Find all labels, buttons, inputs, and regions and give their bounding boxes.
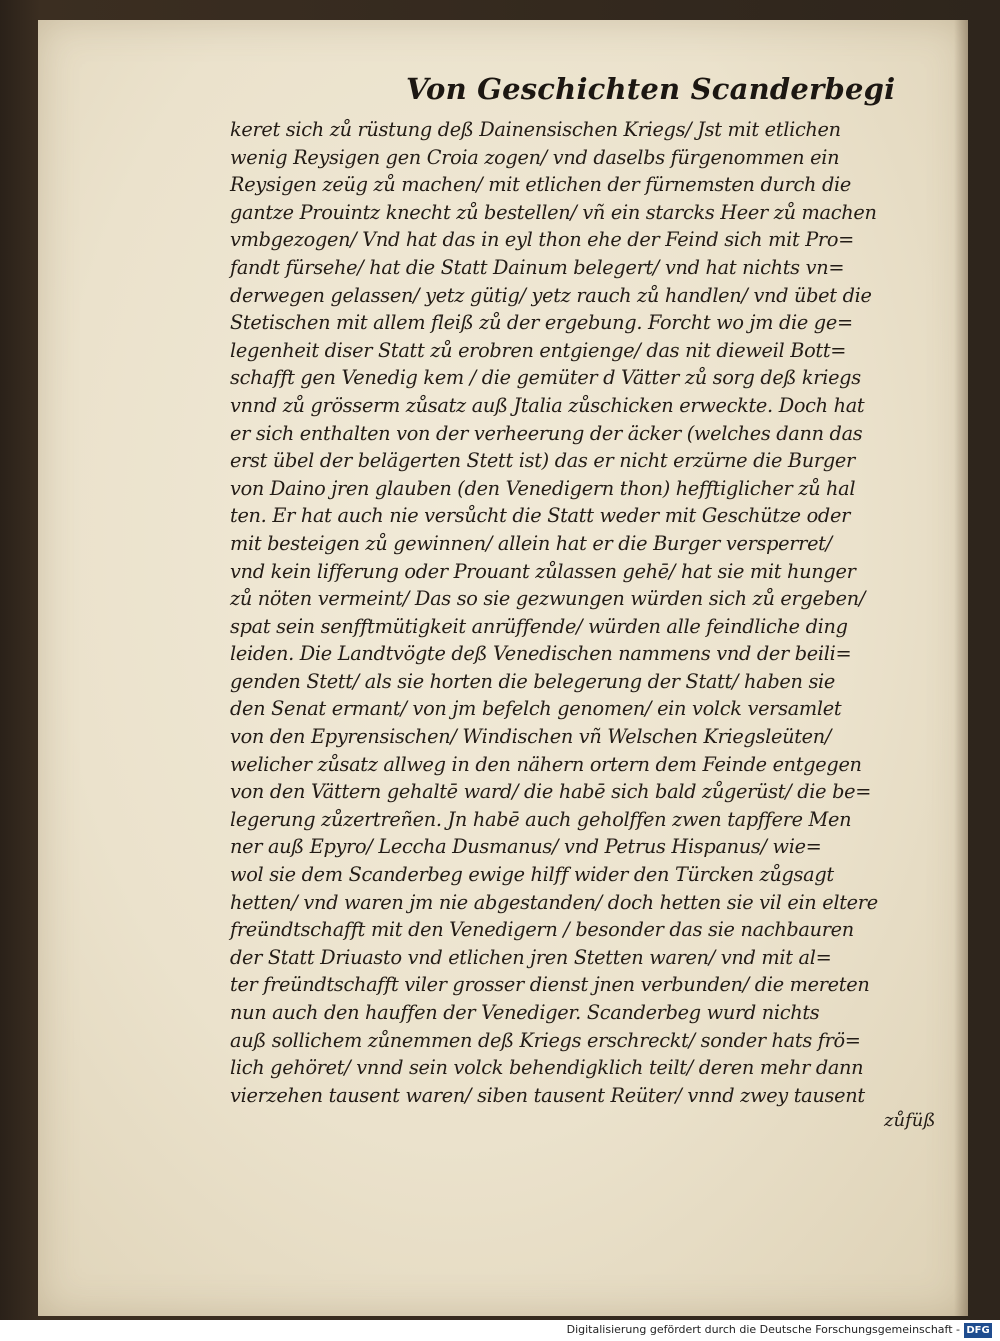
text-line: leiden. Die Landtvögte deß Venedischen nammens vnd der beili= xyxy=(230,642,852,666)
text-line: hetten/ vnd waren jm nie abgestanden/ doch hetten sie vil ein eltere xyxy=(230,890,878,914)
text-line: vmbgezogen/ Vnd hat das in eyl thon ehe der Feind sich mit Pro= xyxy=(230,228,854,252)
text-line: von den Epyrensischen/ Windischen vñ Welschen Kriegsleüten/ xyxy=(230,725,832,749)
page-edge-shadow xyxy=(954,20,968,1316)
text-block xyxy=(230,116,930,1109)
text-line: vierzehen tausent waren/ siben tausent Reüter/ vnnd zwey tausent xyxy=(230,1083,865,1107)
text-line: ner auß Epyro/ Leccha Dusmanus/ vnd Petrus Hispanus/ wie= xyxy=(230,835,822,859)
dfg-logo: DFG xyxy=(964,1323,992,1338)
text-line: von den Vättern gehaltē ward/ die habē sich bald zůgerüst/ die be= xyxy=(230,780,872,804)
text-line: den Senat ermant/ von jm befelch genomen/ ein volck versamlet xyxy=(230,697,842,721)
text-line: der Statt Driuasto vnd etlichen jren Stetten waren/ vnd mit al= xyxy=(230,945,832,969)
text-line: Stetischen mit allem fleiß zů der ergebung. Forcht wo jm die ge= xyxy=(230,311,853,335)
text-line: welicher zůsatz allweg in den nähern ortern dem Feinde entgegen xyxy=(230,752,862,776)
text-line: schafft gen Venedig kem / die gemüter d Vätter zů sorg deß kriegs xyxy=(230,366,861,390)
text-line: derwegen gelassen/ yetz gütig/ yetz rauch zů handlen/ vnd übet die xyxy=(230,283,872,307)
text-line: von Daino jren glauben (den Venedigern thon) hefftiglicher zů hal xyxy=(230,476,856,500)
text-line: ten. Er hat auch nie versůcht die Statt weder mit Geschütze oder xyxy=(230,504,850,528)
text-line: legenheit diser Statt zů erobren entgienge/ das nit dieweil Bott= xyxy=(230,338,847,362)
text-line: Reysigen zeüg zů machen/ mit etlichen der fürnemsten durch die xyxy=(230,173,852,197)
text-line: legerung zůzertreñen. Jn habē auch geholffen zwen tapffere Men xyxy=(230,807,852,831)
text-line: vnd kein lifferung oder Prouant zůlassen gehē/ hat sie mit hunger xyxy=(230,559,856,583)
running-head: Von Geschichten Scanderbegi xyxy=(406,72,896,106)
text-line: zů nöten vermeint/ Das so sie gezwungen würden sich zů ergeben/ xyxy=(230,587,866,611)
text-line: mit besteigen zů gewinnen/ allein hat er die Burger versperret/ xyxy=(230,531,832,555)
footer-credit: Digitalisierung gefördert durch die Deutsche Forschungsgemeinschaft - xyxy=(566,1323,960,1336)
text-line: wol sie dem Scanderbeg ewige hilff wider den Türcken zůgsagt xyxy=(230,863,834,887)
text-line: keret sich zů rüstung deß Dainensischen Kriegs/ Jst mit etlichen xyxy=(230,118,841,141)
text-line: er sich enthalten von der verheerung der äcker (welches dann das xyxy=(230,421,863,445)
text-line: spat sein senfftmütigkeit anrüffende/ würden alle feindliche ding xyxy=(230,614,848,638)
text-line: lich gehöret/ vnnd sein volck behendigklich teilt/ deren mehr dann xyxy=(230,1056,864,1080)
book-page xyxy=(38,20,968,1316)
text-line: ter freündtschafft viler grosser dienst jnen verbunden/ die mereten xyxy=(230,973,870,997)
catchword: zůfüß xyxy=(884,1110,936,1131)
text-line: auß sollichem zůnemmen deß Kriegs erschreckt/ sonder hats frö= xyxy=(230,1028,861,1052)
footer-bar xyxy=(0,1320,1000,1341)
text-line: erst übel der belägerten Stett ist) das er nicht erzürne die Burger xyxy=(230,449,855,473)
text-line: gantze Prouintz knecht zů bestellen/ vñ ein starcks Heer zů machen xyxy=(230,200,877,224)
text-line: freündtschafft mit den Venedigern / besonder das sie nachbauren xyxy=(230,918,854,942)
text-line: nun auch den hauffen der Venediger. Scanderbeg wurd nichts xyxy=(230,1001,820,1024)
text-line: genden Stett/ als sie horten die belegerung der Statt/ haben sie xyxy=(230,669,836,693)
text-line: vnnd zů grösserm zůsatz auß Jtalia zůschicken erweckte. Doch hat xyxy=(230,393,865,417)
text-line: wenig Reysigen gen Croia zogen/ vnd daselbs fürgenommen ein xyxy=(230,145,840,169)
text-line: fandt fürsehe/ hat die Statt Dainum belegert/ vnd hat nichts vn= xyxy=(230,255,845,279)
